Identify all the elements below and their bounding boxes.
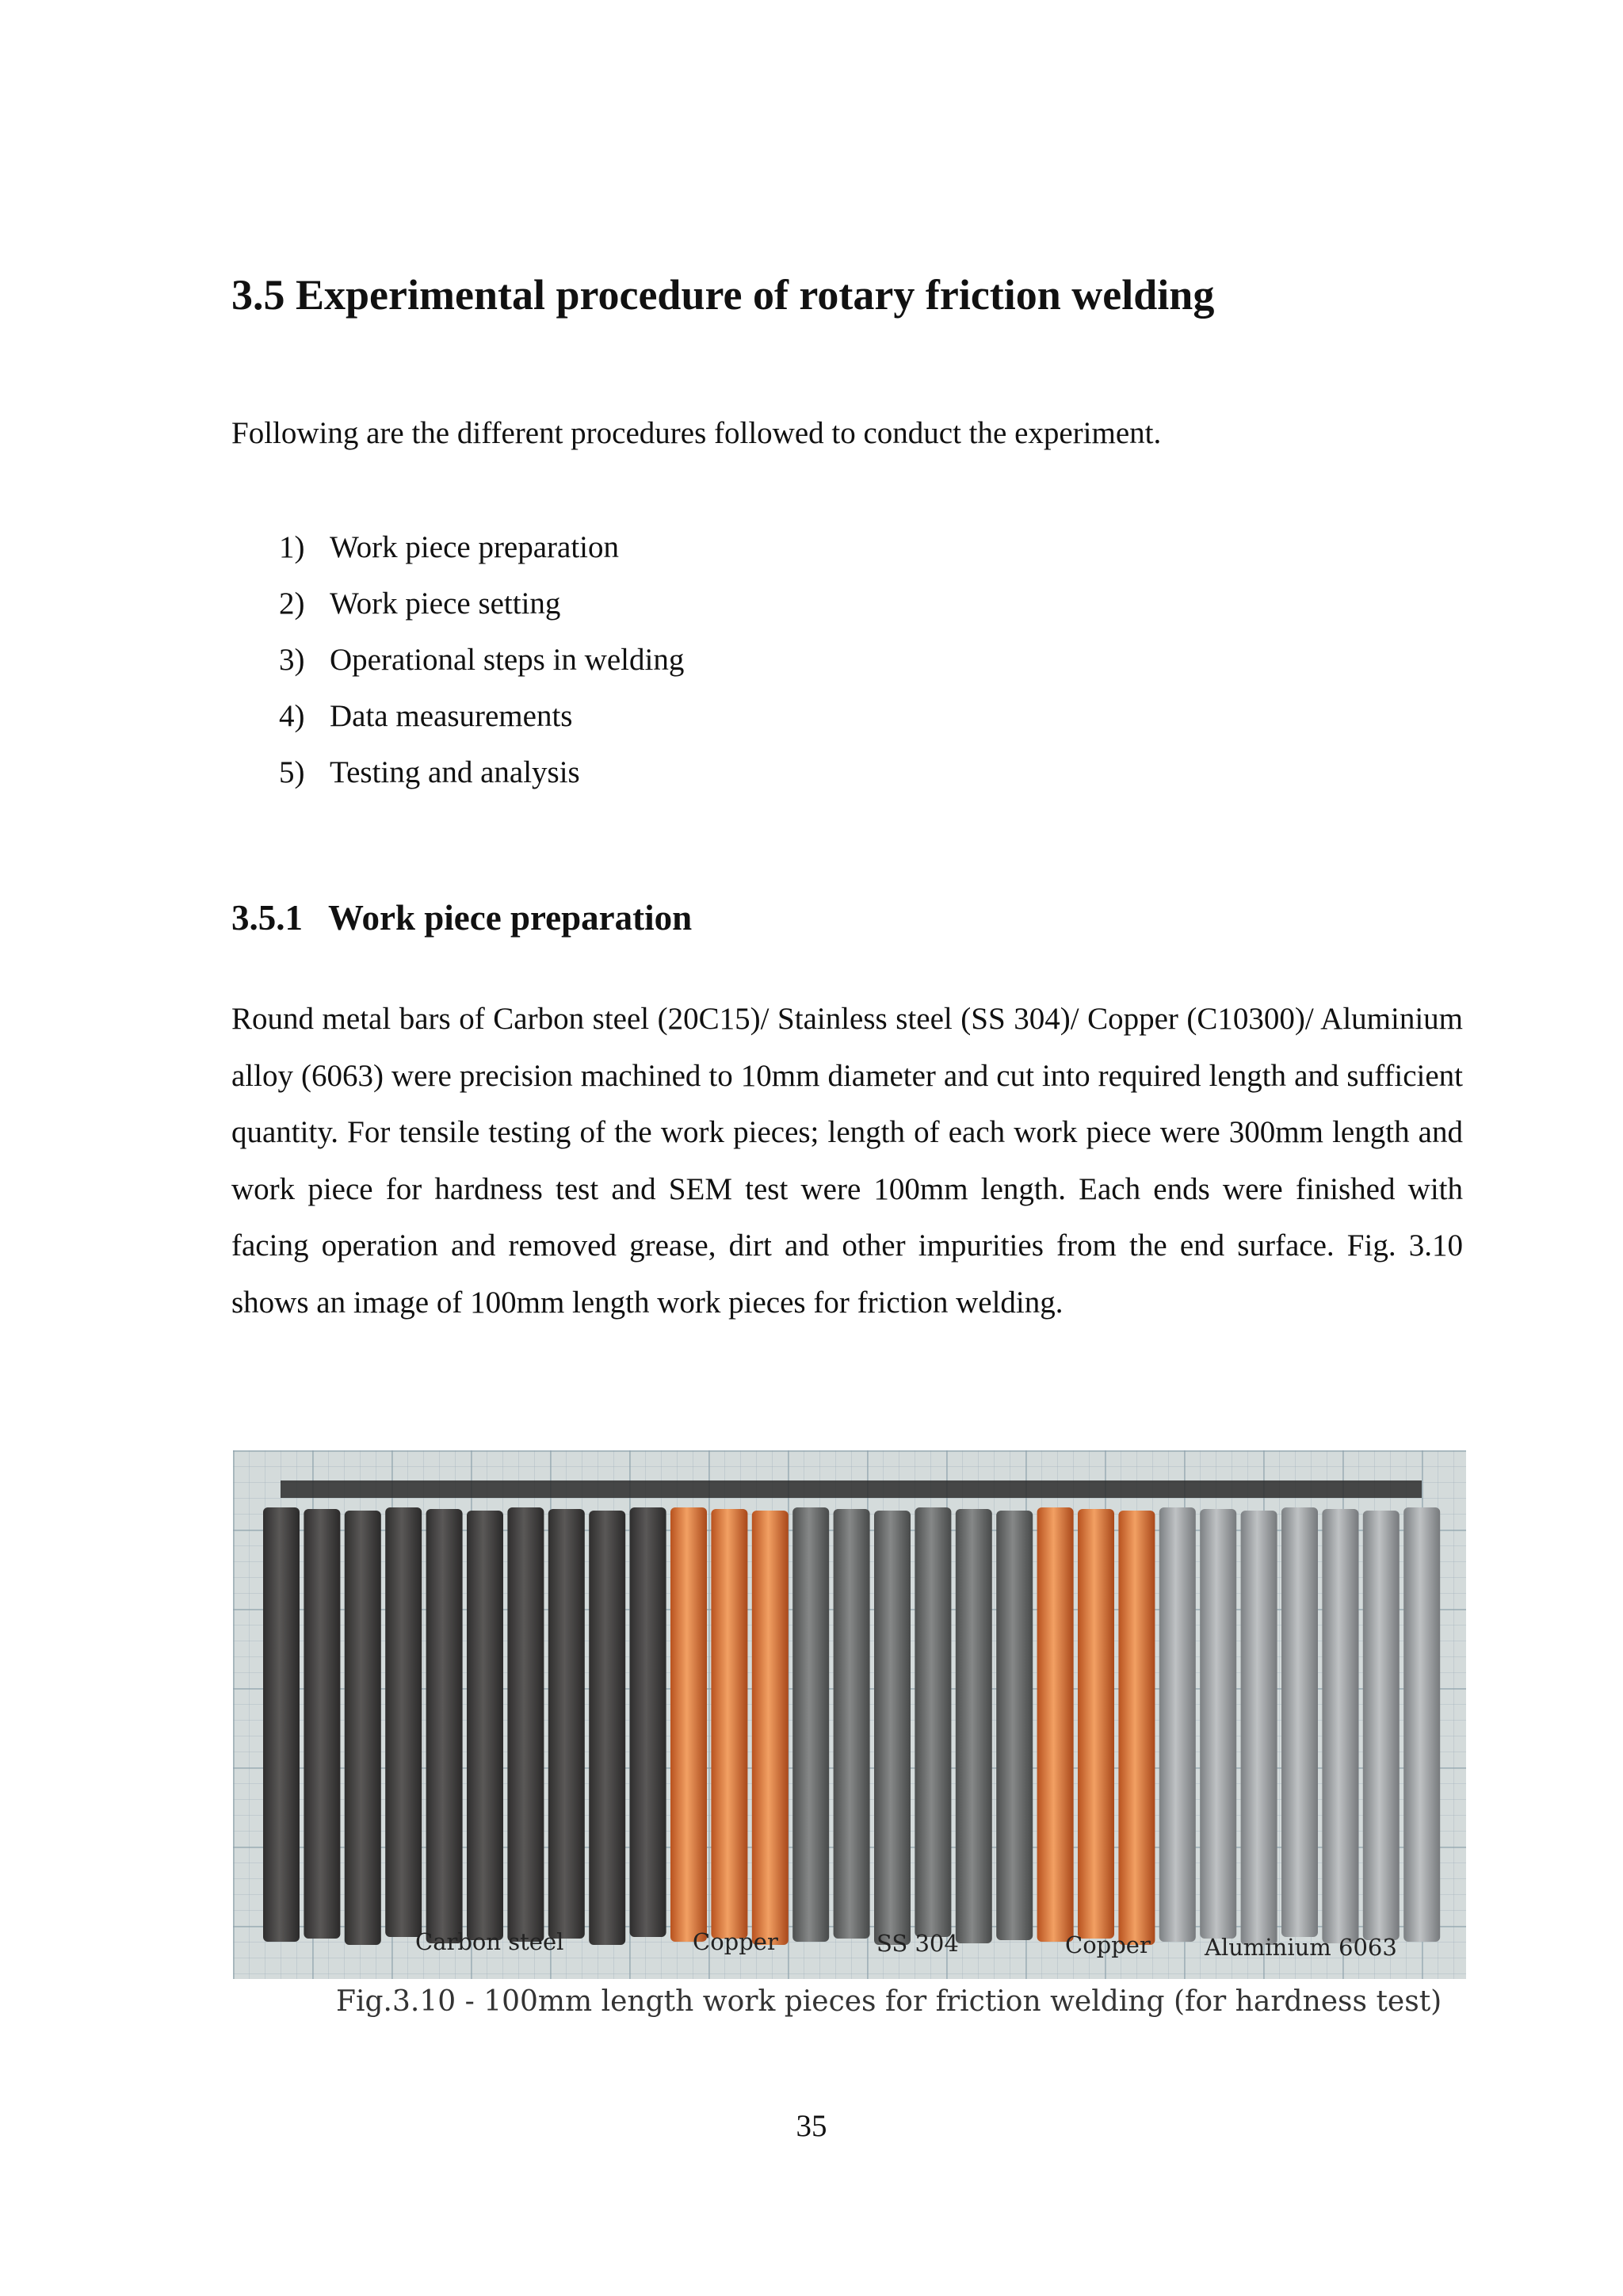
rod-carbon-steel [345, 1511, 381, 1945]
subsection-number: 3.5.1 [231, 898, 303, 938]
list-text: Testing and analysis [330, 755, 580, 789]
rod-copper [670, 1507, 707, 1942]
subsection-heading [231, 897, 692, 938]
list-number: 3) [279, 643, 305, 677]
rod-carbon-steel [426, 1509, 463, 1943]
workpieces-photo [233, 1450, 1466, 1979]
rod-copper [711, 1509, 747, 1939]
rod-ss304 [792, 1507, 829, 1942]
rod-carbon-steel [548, 1509, 585, 1939]
rod-carbon-steel [630, 1507, 666, 1937]
rods-group [263, 1507, 1440, 1945]
rod-carbon-steel [263, 1507, 300, 1942]
rod-aluminium [1281, 1507, 1318, 1937]
intro-sentence: Following are the different procedures followed to conduct the experiment. [231, 416, 1162, 450]
rod-ss304 [996, 1511, 1033, 1940]
list-text: Operational steps in welding [330, 643, 685, 677]
label-ss304: SS 304 [876, 1930, 959, 1957]
rod-copper [1037, 1507, 1074, 1942]
label-aluminium-6063: Aluminium 6063 [1205, 1934, 1397, 1961]
list-text: Data measurements [330, 699, 573, 733]
list-item [279, 744, 684, 800]
section-title: 3.5 Experimental procedure of rotary friction welding [231, 271, 1215, 319]
figure-caption: Fig.3.10 - 100mm length work pieces for friction welding (for hardness test) [336, 1985, 1442, 2018]
list-text: Work piece preparation [330, 530, 620, 564]
subsection-title: Work piece preparation [328, 898, 693, 938]
rod-aluminium [1159, 1507, 1196, 1942]
rod-ss304 [915, 1507, 951, 1937]
rod-aluminium [1363, 1511, 1400, 1940]
rod-carbon-steel [507, 1507, 544, 1942]
label-carbon-steel: Carbon steel [415, 1928, 564, 1955]
rod-copper [752, 1511, 789, 1945]
rod-aluminium [1403, 1507, 1440, 1942]
list-number: 5) [279, 755, 305, 789]
list-item [279, 519, 684, 575]
rod-aluminium [1241, 1511, 1277, 1945]
list-text: Work piece setting [330, 586, 561, 621]
rod-ss304 [956, 1509, 992, 1943]
rods-illustration [233, 1450, 1466, 1979]
list-number: 4) [279, 699, 305, 733]
list-number: 1) [279, 530, 305, 564]
list-number: 2) [279, 586, 305, 621]
page-number: 35 [796, 2109, 827, 2143]
rod-carbon-steel [589, 1511, 625, 1945]
label-copper-2: Copper [1065, 1931, 1151, 1958]
list-item [279, 632, 684, 688]
rod-carbon-steel [385, 1507, 422, 1937]
rod-aluminium [1322, 1509, 1358, 1943]
rod-carbon-steel [304, 1509, 340, 1939]
rods-shadow [281, 1480, 1422, 1498]
rod-carbon-steel [467, 1511, 503, 1940]
rod-copper [1118, 1511, 1155, 1945]
list-item [279, 688, 684, 744]
label-copper-1: Copper [693, 1928, 778, 1955]
rod-copper [1078, 1509, 1114, 1939]
procedure-list [279, 519, 684, 800]
list-item [279, 575, 684, 632]
rod-ss304 [874, 1511, 911, 1945]
rod-aluminium [1200, 1509, 1236, 1939]
rod-ss304 [834, 1509, 870, 1939]
body-paragraph: Round metal bars of Carbon steel (20C15)/ Stainless steel (SS 304)/ Copper (C10300)/ Aluminium alloy (6063) were precision machined to 10mm diameter and cut into required length and sufficient quantity. For tensile testing of the work pieces; length of each work piece were 300mm length and work piece for hardness test and SEM test were 100mm length. Each ends were finished with facing operation and removed grease, dirt and other impurities from the end surface. Fig. 3.10 shows an image of 100mm length work pieces for friction welding. [231, 1002, 1463, 1320]
